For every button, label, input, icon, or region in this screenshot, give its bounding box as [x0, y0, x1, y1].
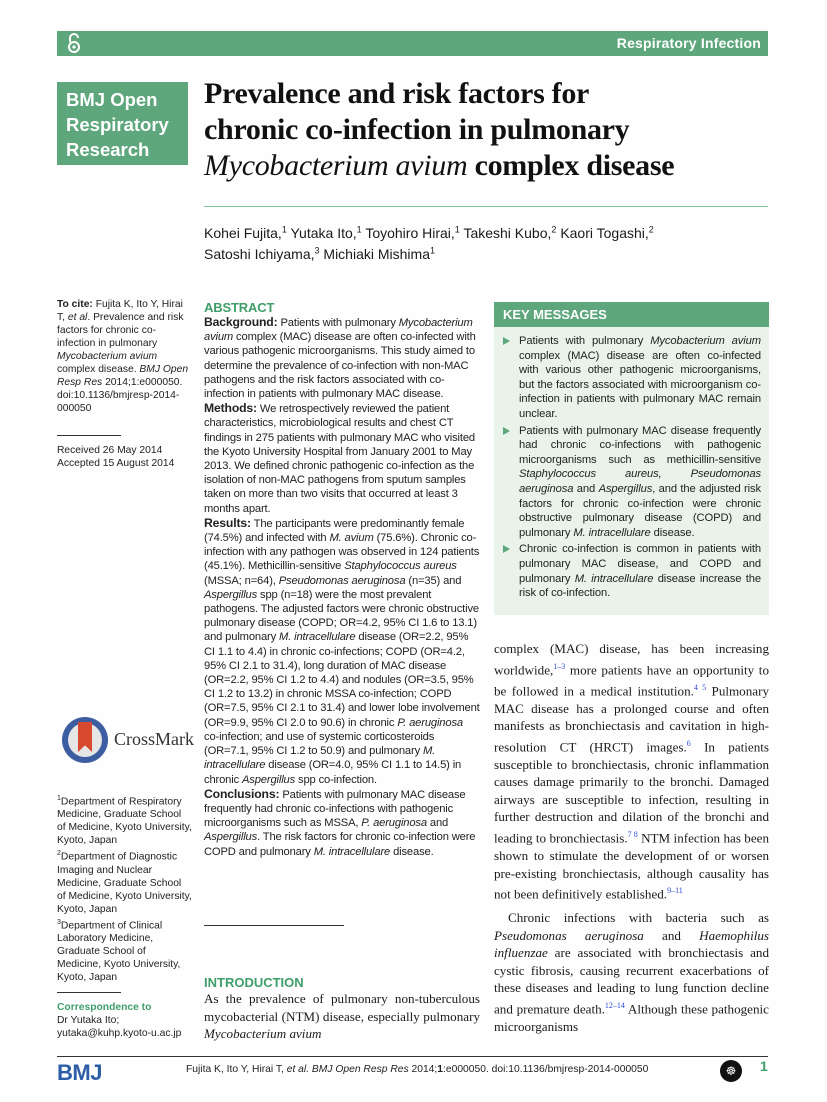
key-messages-box [494, 302, 769, 615]
abstract-background: Background: Patients with pulmonary Mycobacterium avium complex (MAC) disease are often co-infected with various pathogenic microorganisms. This study aimed to determine the prevalence of co-infection with non-MAC pathogens and the risk factors associated with co-infection in patients with pulmonary MAC disease. [204, 315, 476, 401]
title-species: Mycobacterium avium [204, 149, 468, 182]
title-line: chronic co-infection in pulmonary [204, 113, 630, 146]
journal-name-box [57, 82, 188, 165]
reference-link[interactable]: 4 5 [693, 682, 707, 692]
affiliation: $^3$Department of Clinical Laboratory Medicine, Graduate School of Medicine, Kyoto University, Kyoto, Japan [57, 918, 181, 984]
affiliation: $^2$Department of Diagnostic Imaging and Nuclear Medicine, Graduate School of Medicine, Kyoto University, Kyoto, Japan [57, 850, 192, 915]
affiliations [57, 792, 192, 1040]
triangle-bullet-icon [503, 337, 510, 345]
triangle-bullet-icon [503, 545, 510, 553]
introduction-heading: INTRODUCTION [204, 975, 304, 990]
reference-link[interactable]: 9–11 [667, 886, 683, 896]
correspondence-label: Correspondence to [57, 1002, 152, 1014]
author: Takeshi Kubo,$^2$ [463, 224, 557, 241]
triangle-bullet-icon [503, 427, 510, 435]
journal-name-line: Research [66, 139, 150, 160]
abstract-results: Results: The participants were predominantly female (74.5%) and infected with M. avium (75.6%). Chronic co-infection with any pathogen was observed in 124 patients (45.1%). Methicillin-sensitive Staphylococcus aureus (MSSA; n=64), Pseudomonas aeruginosa (n=35) and Aspergillus spp (n=18) were the most prevalent pathogens. The adjusted factors were chronic obstructive pulmonary disease (COPD; OR=4.2, 95% CI 1.6 to 13.1) and pulmonary M. intracellulare disease (OR=2.2, 95% CI 1.1 to 4.4) in chronic co-infections; COPD (OR=4.2, 95% CI 2.1 to 31.4), long duration of MAC disease (OR=2.2, 95% CI 1.2 to 4.4) and nodules (OR=3.5, 95% CI 1.2 to 13.2) in chronic MSSA co-infection; COPD (OR=7.5, 95% CI 2.1 to 31.4) and lower lobe involvement (OR=9.9, 95% CI 2.0 to 90.6) in chronic P. aeruginosa co-infection; and use of systemic corticosteroids (OR=7.1, 95% CI 1.2 to 50.9) and pulmonary M. intracellulare disease (OR=4.0, 95% CI 1.1 to 14.5) in chronic Aspergillus spp co-infection. [204, 515, 480, 786]
body-text-column [494, 640, 769, 1036]
article-title [204, 76, 764, 184]
abstract-heading: ABSTRACT [204, 300, 275, 315]
journal-name-line: Respiratory [66, 114, 169, 135]
affiliation: $^1$Department of Respiratory Medicine, Graduate School of Medicine, Kyoto University, Kyoto, Japan [57, 795, 192, 847]
author: Michiaki Mishima$^1$ [323, 245, 435, 263]
journal-name-line: BMJ Open [66, 89, 158, 110]
reference-link[interactable]: 1–3 [553, 661, 566, 671]
accepted-date: Accepted 15 August 2014 [57, 458, 175, 469]
body-paragraph: Chronic infections with bacteria such as Pseudomonas aeruginosa and Haemophilus influenzae are associated with bronchiectasis and cystic fibrosis, causing recurrent exacerbations of these diseases and leading to lung function decline and premature death.$^{12-14}$ Although these pathogenic microorganisms [494, 910, 769, 1035]
reference-link[interactable]: 6 [686, 738, 691, 748]
reference-link[interactable]: 7 8 [627, 830, 638, 840]
citation-block: To cite: Fujita K, Ito Y, Hirai T, et al. Prevalence and risk factors for chronic co-infection in pulmonary Mycobacterium avium complex disease. BMJ Open Resp Res 2014;1:e000050. doi:10.1136/bmjresp-2014-000050 [57, 299, 189, 414]
author-list [204, 220, 764, 263]
title-divider [204, 206, 768, 207]
footer-divider [57, 1056, 768, 1057]
key-message: Chronic co-infection is common in patients with pulmonary MAC disease, and COPD and pulmonary M. intracellulare disease increase the risk of co-infection. [503, 542, 761, 600]
crossmark-badge[interactable] [62, 717, 192, 773]
author: Toyohiro Hirai,$^1$ [365, 224, 460, 241]
section-header-bar [57, 31, 768, 56]
society-seal-icon: ☸ [720, 1060, 742, 1082]
reference-link[interactable]: 12–14 [604, 1001, 625, 1011]
crossmark-icon [62, 717, 108, 763]
divider [57, 992, 121, 993]
body-paragraph: complex (MAC) disease, has been increasing worldwide,$^{1-3}$ more patients have an opportunity to be followed in a medical institution.$^{4 5}$ Pulmonary MAC disease has a prolonged course and often manifests as bronchiectasis and cavitation in high-resolution CT (HRCT) images.$^6$ In patients susceptible to bronchiectasis, chronic inflammation causes damage primarily to the bronchi. Damaged airways are susceptible to infection, resulting in further destruction and dilation of the bronchi and leading to bronchiectasis.$^{7 8}$ NTM infection has been shown to stimulate the development of or worsen pre-existing bronchiectasis, although causality has not been definitively established.$^{9-11}$ [494, 641, 769, 902]
introduction-paragraph: As the prevalence of pulmonary non-tuberculous mycobacterial (NTM) disease, especially pulmonary Mycobacterium avium [204, 991, 480, 1042]
abstract-conclusions: Conclusions: Patients with pulmonary MAC disease frequently had chronic co-infections with pathogenic microorganisms such as MSSA, P. aeruginosa and Aspergillus. The risk factors for chronic co-infection were COPD and pulmonary M. intracellulare disease. [204, 786, 476, 858]
citation-sidebar [57, 298, 190, 470]
crossmark-label: CrossMark [114, 729, 194, 749]
divider [57, 435, 121, 436]
bmj-logo: BMJ [57, 1060, 102, 1085]
divider [204, 925, 344, 926]
author: Satoshi Ichiyama,$^3$ [204, 245, 320, 263]
author: Yutaka Ito,$^1$ [290, 224, 362, 241]
key-message: Patients with pulmonary Mycobacterium avium complex (MAC) disease are often co-infected with various other pathogenic microorganisms, but the factors associated with microorganism co-infection in patients with pulmonary MAC remain unclear. [503, 334, 761, 422]
title-rest: complex disease [467, 149, 675, 182]
key-message: Patients with pulmonary MAC disease frequently had chronic co-infections with pathogenic microorganisms such as methicillin-sensitive Staphylococcus aureus, Pseudomonas aeruginosa and Aspergillus, and the adjusted risk factors for chronic co-infection were chronic obstructive pulmonary disease (COPD) and pulmonary M. intracellulare disease. [503, 424, 761, 541]
title-line [204, 148, 764, 184]
correspondence-name: Dr Yutaka Ito; [57, 1015, 120, 1027]
open-access-icon [66, 33, 82, 54]
introduction [204, 975, 480, 1043]
abstract [204, 300, 480, 859]
correspondence-email[interactable]: yutaka@kuhp.kyoto-u.ac.jp [57, 1028, 182, 1040]
title-line: Prevalence and risk factors for [204, 77, 590, 110]
section-label: Respiratory Infection [616, 35, 761, 51]
received-date: Received 26 May 2014 [57, 445, 163, 456]
author: Kaori Togashi,$^2$ [560, 224, 654, 241]
abstract-methods: Methods: We retrospectively reviewed the patient characteristics, microbiological results and chest CT findings in 275 patients with pulmonary MAC who visited the Kyoto University Hospital from January 2001 to May 2013. We defined chronic pathogenic co-infection as the isolation of non-MAC pathogens from sputum samples taken on more than two visits that occurred at least 3 months apart. [204, 401, 475, 515]
key-messages-list [503, 334, 761, 603]
author: Kohei Fujita,$^1$ [204, 224, 287, 241]
page-number: 1 [760, 1058, 768, 1074]
footer-citation: Fujita K, Ito Y, Hirai T, et al. BMJ Open Resp Res 2014;1:e000050. doi:10.1136/bmjresp-2014-000050 [186, 1064, 649, 1075]
key-messages-heading: KEY MESSAGES [494, 302, 769, 327]
